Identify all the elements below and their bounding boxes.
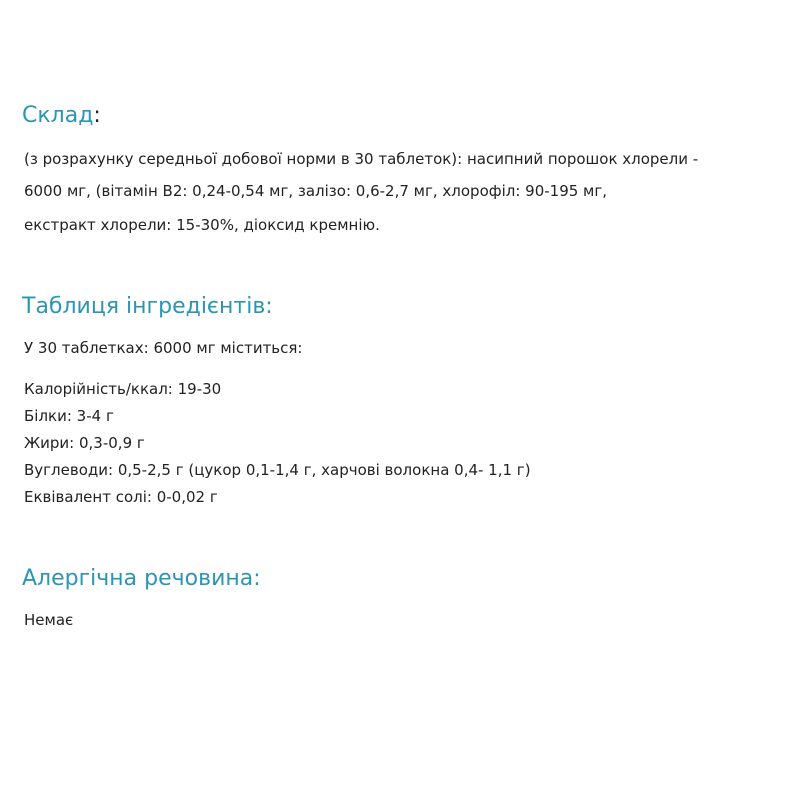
composition-line-2: 6000 мг, (вітамін B2: 0,24-0,54 мг, залізо: 0,6-2,7 мг, хлорофіл: 90-195 мг,: [24, 182, 608, 200]
allergens-value: Немає: [24, 611, 74, 629]
composition-title: Склад: [22, 103, 94, 128]
ingredients-item: Вуглеводи: 0,5-2,5 г (цукор 0,1-1,4 г, харчові волокна 0,4- 1,1 г): [24, 461, 531, 479]
composition-line-3: екстракт хлорели: 15-30%, діоксид кремнію.: [24, 216, 380, 234]
composition-title-colon: :: [93, 103, 101, 128]
ingredients-item: Еквівалент солі: 0-0,02 г: [24, 488, 218, 506]
ingredients-heading: Таблиця інгредієнтів:: [22, 294, 273, 319]
composition-heading: [22, 103, 101, 129]
ingredients-intro: У 30 таблетках: 6000 мг міститься:: [24, 339, 303, 357]
composition-line-1: (з розрахунку середньої добової норми в 30 таблеток): насипний порошок хлорели -: [24, 150, 699, 168]
allergens-heading: Алергічна речовина:: [22, 566, 261, 591]
ingredients-item: Калорійність/ккал: 19-30: [24, 380, 222, 398]
ingredients-item: Білки: 3-4 г: [24, 407, 114, 425]
ingredients-item: Жири: 0,3-0,9 г: [24, 434, 145, 452]
